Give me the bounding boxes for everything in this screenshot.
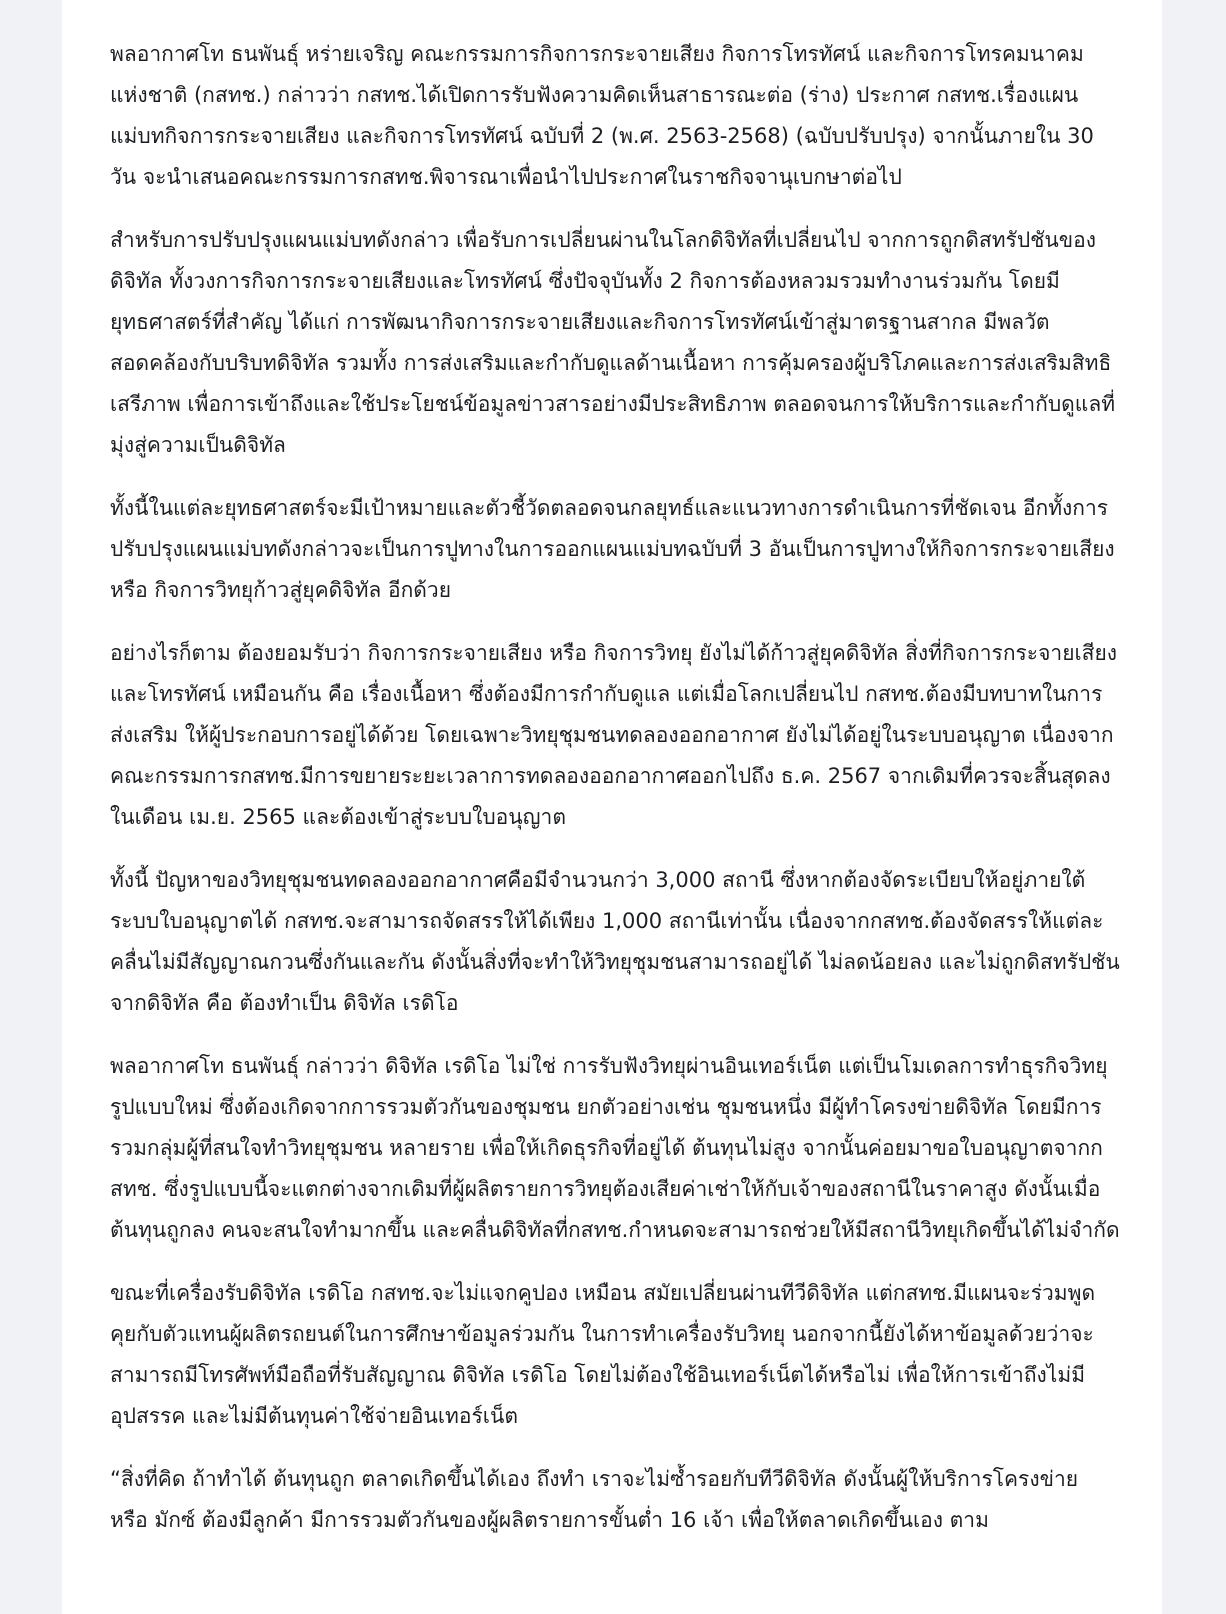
article-paragraph-6: พลอากาศโท ธนพันธุ์ กล่าวว่า ดิจิทัล เรดิโอ ไม่ใช่ การรับฟังวิทยุผ่านอินเทอร์เน็ต แต่เป็นโมเดลการทำธุรกิจวิทยุรูปแบบใหม่ ซึ่งต้องเกิดจากการรวมตัวกันของชุมชน ยกตัวอย่างเช่น ชุมชนหนึ่ง มีผู้ทำโครงข่ายดิจิทัล โดยมีการรวมกลุ่มผู้ที่สนใจทำวิทยุชุมชน หลายราย เพื่อให้เกิดธุรกิจที่อยู่ได้ ต้นทุนไม่สูง จากนั้นค่อยมาขอใบอนุญาตจากกสทช. ซึ่งรูปแบบนี้จะแตกต่างจากเดิมที่ผู้ผลิตรายการวิทยุต้องเสียค่าเช่าให้กับเจ้าของสถานีในราคาสูง ดังนั้นเมื่อต้นทุนถูกลง คนจะสนใจทำมากขึ้น และคลื่นดิจิทัลที่กสทช.กำหนดจะสามารถช่วยให้มีสถานีวิทยุเกิดขึ้นได้ไม่จำกัด [110, 1054, 1120, 1242]
article-paragraph-2: สำหรับการปรับปรุงแผนแม่บทดังกล่าว เพื่อรับการเปลี่ยนผ่านในโลกดิจิทัลที่เปลี่ยนไป จากการถูกดิสทรัปชันของดิจิทัล ทั้งวงการกิจการกระจายเสียงและโทรทัศน์ ซึ่งปัจจุบันทั้ง 2 กิจการต้องหลวมรวมทำงานร่วมกัน โดยมียุทธศาสตร์ที่สำคัญ ได้แก่ การพัฒนากิจการกระจายเสียงและกิจการโทรทัศน์เข้าสู่มาตรฐานสากล มีพลวัตสอดคล้องกับบริบทดิจิทัล รวมทั้ง การส่งเสริมและกำกับดูแลด้านเนื้อหา การคุ้มครองผู้บริโภคและการส่งเสริมสิทธิเสรีภาพ เพื่อการเข้าถึงและใช้ประโยชน์ข้อมูลข่าวสารอย่างมีประสิทธิภาพ ตลอดจนการให้บริการและกำกับดูแลที่มุ่งสู่ความเป็นดิจิทัล [110, 228, 1116, 457]
article-paragraph-4: อย่างไรก็ตาม ต้องยอมรับว่า กิจการกระจายเสียง หรือ กิจการวิทยุ ยังไม่ได้ก้าวสู่ยุคดิจิทัล สิ่งที่กิจการกระจายเสียง และโทรทัศน์ เหมือนกัน คือ เรื่องเนื้อหา ซึ่งต้องมีการกำกับดูแล แต่เมื่อโลกเปลี่ยนไป กสทช.ต้องมีบทบาทในการ ส่งเสริม ให้ผู้ประกอบการอยู่ได้ด้วย โดยเฉพาะวิทยุชุมชนทดลองออกอากาศ ยังไม่ได้อยู่ในระบบอนุญาต เนื่องจากคณะกรรมการกสทช.มีการขยายระยะเวลาการทดลองออกอากาศออกไปถึง ธ.ค. 2567 จากเดิมที่ควรจะสิ้นสุดลงในเดือน เม.ย. 2565 และต้องเข้าสู่ระบบใบอนุญาต [110, 641, 1118, 829]
article-paragraph-8: “สิ่งที่คิด ถ้าทำได้ ต้นทุนถูก ตลาดเกิดขึ้นได้เอง ถึงทำ เราจะไม่ซ้ำรอยกับทีวีดิจิทัล ดังนั้นผู้ให้บริการโครงข่าย หรือ มักซ์ ต้องมีลูกค้า มีการรวมตัวกันของผู้ผลิตรายการขั้นต่ำ 16 เจ้า เพื่อให้ตลาดเกิดขึ้นเอง ตาม [110, 1467, 1079, 1532]
article-paragraph-1: พลอากาศโท ธนพันธุ์ หร่ายเจริญ คณะกรรมการกิจการกระจายเสียง กิจการโทรทัศน์ และกิจการโทรคมนาคมแห่งชาติ (กสทช.) กล่าวว่า กสทช.ได้เปิดการรับฟังความคิดเห็นสาธารณะต่อ (ร่าง) ประกาศ กสทช.เรื่องแผนแม่บทกิจการกระจายเสียง และกิจการโทรทัศน์ ฉบับที่ 2 (พ.ศ. 2563-2568) (ฉบับปรับปรุง) จากนั้นภายใน 30 วัน จะนำเสนอคณะกรรมการกสทช.พิจารณาเพื่อนำไปประกาศในราชกิจจานุเบกษาต่อไป [110, 42, 1094, 189]
article-paragraph-7: ขณะที่เครื่องรับดิจิทัล เรดิโอ กสทช.จะไม่แจกคูปอง เหมือน สมัยเปลี่ยนผ่านทีวีดิจิทัล แต่กสทช.มีแผนจะร่วมพูดคุยกับตัวแทนผู้ผลิตรถยนต์ในการศึกษาข้อมูลร่วมกัน ในการทำเครื่องรับวิทยุ นอกจากนี้ยังได้หาข้อมูลด้วยว่าจะสามารถมีโทรศัพท์มือถือที่รับสัญญาณ ดิจิทัล เรดิโอ โดยไม่ต้องใช้อินเทอร์เน็ตได้หรือไม่ เพื่อให้การเข้าถึงไม่มีอุปสรรค และไม่มีต้นทุนค่าใช้จ่ายอินเทอร์เน็ต [110, 1281, 1096, 1428]
article-body [110, 34, 1120, 1563]
article-page [62, 0, 1162, 1614]
article-paragraph-5: ทั้งนี้ ปัญหาของวิทยุชุมชนทดลองออกอากาศคือมีจำนวนกว่า 3,000 สถานี ซึ่งหากต้องจัดระเบียบให้อยู่ภายใต้ระบบใบอนุญาตได้ กสทช.จะสามารถจัดสรรให้ได้เพียง 1,000 สถานีเท่านั้น เนื่องจากกสทช.ต้องจัดสรรให้แต่ละคลื่นไม่มีสัญญาณกวนซึ่งกันและกัน ดังนั้นสิ่งที่จะทำให้วิทยุชุมชนสามารถอยู่ได้ ไม่ลดน้อยลง และไม่ถูกดิสทรัปชันจากดิจิทัล คือ ต้องทำเป็น ดิจิทัล เรดิโอ [110, 868, 1120, 1015]
article-paragraph-3: ทั้งนี้ในแต่ละยุทธศาสตร์จะมีเป้าหมายและตัวชี้วัดตลอดจนกลยุทธ์และแนวทางการดำเนินการที่ชัดเจน อีกทั้งการปรับปรุงแผนแม่บทดังกล่าวจะเป็นการปูทางในการออกแผนแม่บทฉบับที่ 3 อันเป็นการปูทางให้กิจการกระจายเสียง หรือ กิจการวิทยุก้าวสู่ยุคดิจิทัล อีกด้วย [110, 496, 1115, 602]
